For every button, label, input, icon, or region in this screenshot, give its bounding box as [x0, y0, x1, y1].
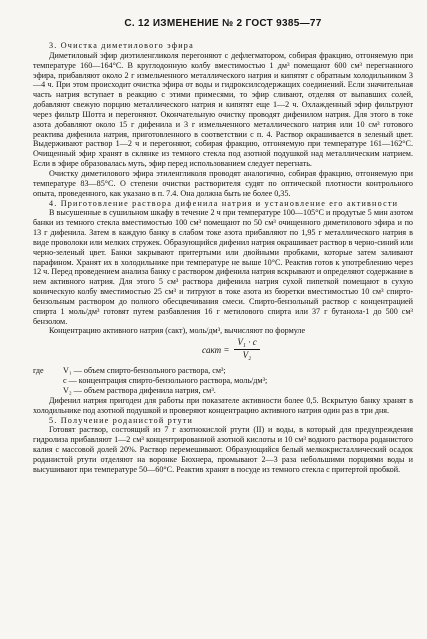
formula-fraction [234, 338, 260, 361]
formula-legend-label: где [33, 366, 44, 376]
formula-numerator: V₁ · c [234, 338, 260, 350]
activity-formula [33, 338, 413, 364]
formula-lhs: cакт = [202, 345, 230, 356]
formula-legend-v1: V₁ — объем спирто-бензольного раствора, см³; [63, 366, 226, 376]
section-3-paragraph-1: Диметиловый эфир диэтиленгликоля перегоняют с дефлегматором, собирая фракцию, отгоняемую при температуре 160—164°С. В круглодонную колбу вместимостью 1 дм³ помещают 600 см³ перегнанного эфира, прибавляют около 2 г измельченного металлического натрия и кипятят с обратным холодильником 3—4 ч. При этом происходит очистка эфира от воды и гидроксилсодержащих соединений. Если значительная часть натрия вступает в реакцию с этими примесями, то эфир сливают, отделяя от выпавших солей, добавляют свежую порцию металлического натрия и кипятят еще 1—2 ч. Охлажденный эфир фильтруют через фильтр Шотта и перегоняют. Окончательную очистку проводят дифенилом натрия. Для этого в токе азота добавляют около 15 г дифенила и 3 г измельченного металлического натрия или 10 см³ готового реактива дифенила натрия, приготовленного в соответствии с п. 4. Раствор окрашивается в зеленый цвет. Выдерживают раствор 1—2 ч и перегоняют, собирая фракцию, отгоняемую при температуре 161—162°С. Очищенный эфир хранят в склянке из темного стекла под азотной подушкой над металлическим натрием. Если в эфире образовалась муть, эфир перед использованием следует перегнать. [33, 50, 413, 169]
section-3-paragraph-2: Очистку диметилового эфира этиленгликоля проводят аналогично, собирая фракцию, отгоняемую при температуре 83—85°С. О степени очистки растворителя судят по оптической плотности контрольного опыта, проведенного, как указано в п. 7.4. Она должна быть не более 0,35. [33, 168, 413, 198]
section-4-paragraph-2: Концентрацию активного натрия (cакт), моль/дм³, вычисляют по формуле [49, 326, 306, 336]
document-body [33, 41, 413, 475]
formula-legend-row-1 [33, 366, 413, 376]
page-header: С. 12 ИЗМЕНЕНИЕ № 2 ГОСТ 9385—77 [124, 18, 322, 29]
section-3-heading: 3. Очистка диметилового эфира [49, 41, 194, 50]
formula-legend-c: c — концентрация спирто-бензольного раствора, моль/дм³; [63, 376, 268, 386]
section-5-paragraph-1: Готовят раствор, состоящий из 7 г азотнокислой ртути (II) и воды, в который для предупреждения гидролиза прибавляют 1—2 см³ концентрированной азотной кислоты и 10 см³ водного раствора роданистого калия с массовой долей 20%. Раствор перемешивают. Образующийся белый мелкокристаллический осадок роданистой ртути отделяют на воронке Бюхнера, промывают 2—3 раза небольшими порциями воды и высушивают при температуре 50—60°С. Реактив хранят в посуде из темного стекла с притертой пробкой. [33, 425, 413, 474]
section-5-heading: 5. Получение роданистой ртути [49, 415, 194, 425]
formula-denominator: V₂ [242, 350, 252, 361]
section-4-paragraph-3: Дифенил натрия пригоден для работы при показателе активности более 0,5. Вскрытую банку хранят в холодильнике под азотной подушкой и проверяют концентрацию активного натрия один раз в три дня. [33, 395, 413, 415]
section-4-heading: 4. Приготовление раствора дифенила натрия и установление его активности [49, 198, 399, 208]
section-4-paragraph-1: В высушенные в сушильном шкафу в течение 2 ч при температуре 100—105°С и продутые 5 мин азотом банки из темного стекла вместимостью 100 см³ помещают по 50 см³ очищенного диметилового эфира и по 13 г дифенила. Затем в каждую банку в слабом токе азота прибавляют по 1,95 г металлического натрия в виде проволоки или мелких стружек. Образующийся дифенил натрия окрашивает раствор в черно-синий или черно-зеленый цвет. Банки закрывают притертыми или двойными пробками, которые затем заливают парафином. Хранят их в холодильнике при температуре не выше 10°С. Реактив готов к употреблению через 12 ч. Перед проведением анализа банку с раствором дифенила натрия вскрывают и определяют содержание в нем активного натрия. Для этого 5 см³ раствора дифенила натрия сухой пипеткой помещают в сухую коническую колбу вместимостью 25 см³ и титруют в токе азота из бюретки вместимостью 10 см³ спирто-бензольным раствором до полного обесцвечивания смеси. Спирто-бензольный раствор с концентрацией спирта 1 моль/дм³ готовят путем разбавления 16 г метилового спирта или 37 г бутанола-1 до 500 см³ бензолом. [33, 208, 413, 326]
formula-legend-v2: V₂ — объем раствора дифенила натрия, см³. [63, 386, 216, 395]
